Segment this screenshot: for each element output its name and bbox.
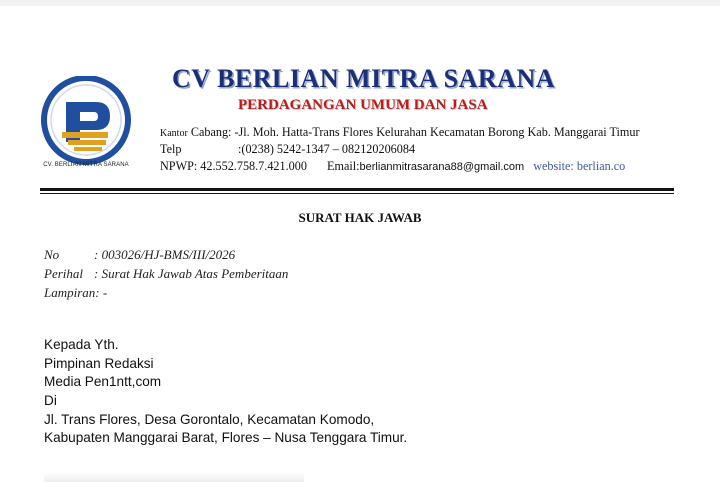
recipient-line: Kepada Yth. <box>44 337 119 352</box>
office-address: Cabang: -Jl. Moh. Hatta-Trans Flores Kelurahan Kecamatan Borong Kab. Manggarai Timur <box>190 125 640 139</box>
website-link[interactable]: website: berlian.co <box>533 159 626 173</box>
meta-subject-value: : Surat Hak Jawab Atas Pemberitaan <box>94 266 289 281</box>
company-logo <box>38 76 138 176</box>
meta-attachment-value: : - <box>95 285 108 300</box>
contact-line <box>160 159 625 174</box>
meta-attachment <box>44 285 107 301</box>
header-divider-thin <box>40 193 674 194</box>
recipient-line: Pimpinan Redaksi <box>44 355 154 371</box>
office-label: Kantor <box>160 128 188 139</box>
company-tagline: PERDAGANGAN UMUM DAN JASA <box>238 97 488 113</box>
recipient-line: Media Pen1ntt,com <box>44 374 162 390</box>
recipient-line: Jl. Trans Flores, Desa Gorontalo, Kecamatan Komodo, <box>44 411 375 427</box>
meta-number-value: : 003026/HJ-BMS/III/2026 <box>94 247 236 262</box>
recipient-line: Di <box>44 393 57 409</box>
document-title: SURAT HAK JAWAB <box>298 210 422 225</box>
meta-number <box>44 247 235 263</box>
office-line <box>160 125 640 140</box>
meta-subject <box>44 266 288 282</box>
phone-label: Telp <box>160 142 182 156</box>
meta-number-label: No <box>44 247 60 262</box>
logo-caption: CV. BERLIAN MITRA SARANA <box>43 162 129 168</box>
phone-value: :(0238) 5242-1347 – 082120206084 <box>238 142 416 156</box>
npwp: NPWP: 42.552.758.7.421.000 <box>160 159 307 173</box>
meta-subject-label: Perihal <box>44 266 83 281</box>
phone-line <box>160 142 415 157</box>
company-name: CV BERLIAN MITRA SARANA <box>172 64 556 93</box>
company-logo-icon <box>38 76 138 176</box>
top-band <box>0 0 720 6</box>
meta-attachment-label: Lampiran <box>44 285 96 300</box>
header-divider-thick <box>40 188 674 191</box>
email-label: Email: <box>327 159 360 173</box>
recipient-block <box>44 336 407 448</box>
recipient-line: Kabupaten Manggarai Barat, Flores – Nusa Tenggara Timur. <box>44 430 408 446</box>
page-fade <box>44 472 304 482</box>
email-address[interactable]: berlianmitrasarana88@gmail.com <box>359 161 525 173</box>
